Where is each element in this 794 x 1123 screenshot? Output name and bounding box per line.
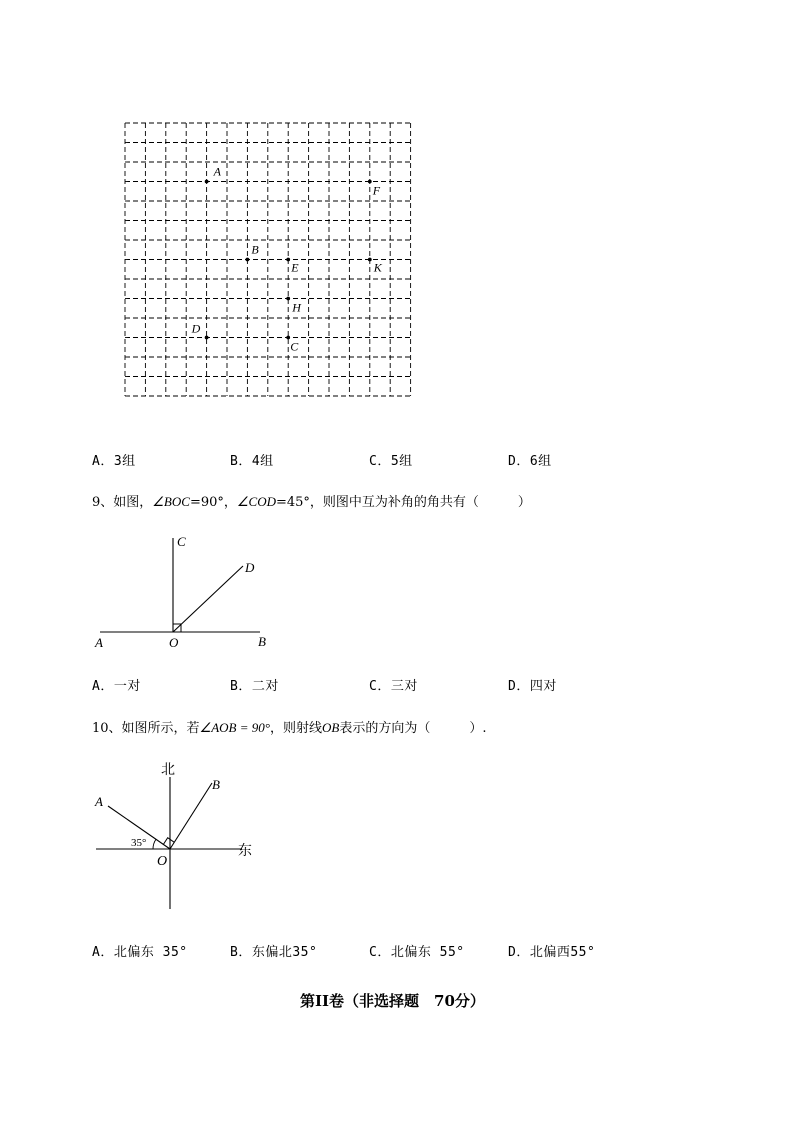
label-a: A bbox=[95, 794, 103, 809]
grid-figure bbox=[115, 115, 425, 405]
label-a: A bbox=[95, 635, 103, 650]
q10-option-a[interactable]: A．北偏东 35° bbox=[92, 945, 188, 960]
q10-ray: OB bbox=[321, 720, 340, 735]
label-b: B bbox=[258, 634, 266, 649]
grid-point-f bbox=[368, 180, 372, 184]
label-o: O bbox=[169, 635, 179, 650]
grid-label-e: E bbox=[291, 260, 299, 275]
q9-option-c[interactable]: C．三对 bbox=[369, 679, 418, 694]
q8-option-a[interactable]: A．3组 bbox=[92, 454, 136, 469]
q9-option-d[interactable]: D．四对 bbox=[508, 679, 557, 694]
grid-point-d bbox=[205, 336, 209, 340]
angle-arc bbox=[153, 839, 156, 849]
grid-point-e bbox=[286, 258, 290, 262]
label-b: B bbox=[212, 777, 220, 792]
q9-figure bbox=[90, 530, 290, 655]
q9-eq1: =90°， bbox=[189, 495, 237, 510]
q10-prefix: 10、如图所示，若 bbox=[92, 721, 200, 736]
q10-angle: ∠AOB = 90° bbox=[199, 720, 270, 735]
q10-option-c[interactable]: C．北偏东 55° bbox=[369, 945, 465, 960]
label-angle-35: 35° bbox=[131, 837, 147, 849]
grid-label-f: F bbox=[372, 183, 381, 198]
q8-option-c[interactable]: C．5组 bbox=[369, 454, 413, 469]
grid-label-k: K bbox=[373, 260, 382, 275]
q10-suffix: 表示的方向为（ ）. bbox=[339, 721, 487, 736]
section-title: 第II卷（非选择题 70分） bbox=[300, 992, 485, 1010]
q9-angle-boc: ∠BOC bbox=[152, 494, 190, 509]
q8-option-d[interactable]: D．6组 bbox=[508, 454, 552, 469]
label-d: D bbox=[245, 560, 255, 575]
grid-label-a: A bbox=[213, 164, 221, 179]
label-o: O bbox=[157, 854, 168, 869]
q9-question bbox=[92, 491, 531, 510]
q9-prefix: 9、如图， bbox=[92, 495, 153, 510]
right-angle-mark bbox=[163, 838, 174, 845]
label-north: 北 bbox=[161, 762, 175, 778]
q10-option-d[interactable]: D．北偏西55° bbox=[508, 945, 596, 960]
ray-ob bbox=[170, 783, 212, 849]
q10-question bbox=[92, 717, 486, 736]
q10-option-b[interactable]: B．东偏北35° bbox=[230, 945, 318, 960]
ray-od bbox=[173, 566, 243, 632]
label-c: C bbox=[177, 534, 186, 549]
grid-point-k bbox=[368, 258, 372, 262]
grid-label-b: B bbox=[251, 242, 259, 257]
label-east: 东 bbox=[238, 843, 252, 859]
grid-lines bbox=[125, 123, 411, 396]
q9-option-a[interactable]: A．一对 bbox=[92, 679, 141, 694]
q8-option-b[interactable]: B．4组 bbox=[230, 454, 274, 469]
q9-eq2: =45°，则图中互为补角的角共有（ ） bbox=[275, 495, 531, 510]
grid-label-c: C bbox=[290, 339, 299, 354]
grid-point-h bbox=[286, 297, 290, 301]
grid-point-a bbox=[205, 180, 209, 184]
grid-points bbox=[191, 165, 383, 354]
grid-label-h: H bbox=[292, 300, 301, 315]
q9-option-b[interactable]: B．二对 bbox=[230, 679, 279, 694]
q10-middle: ，则射线 bbox=[269, 721, 322, 736]
grid-label-d: D bbox=[191, 321, 201, 336]
q9-angle-cod: ∠COD bbox=[236, 494, 276, 509]
q10-figure bbox=[90, 757, 270, 917]
grid-point-b bbox=[246, 258, 250, 262]
